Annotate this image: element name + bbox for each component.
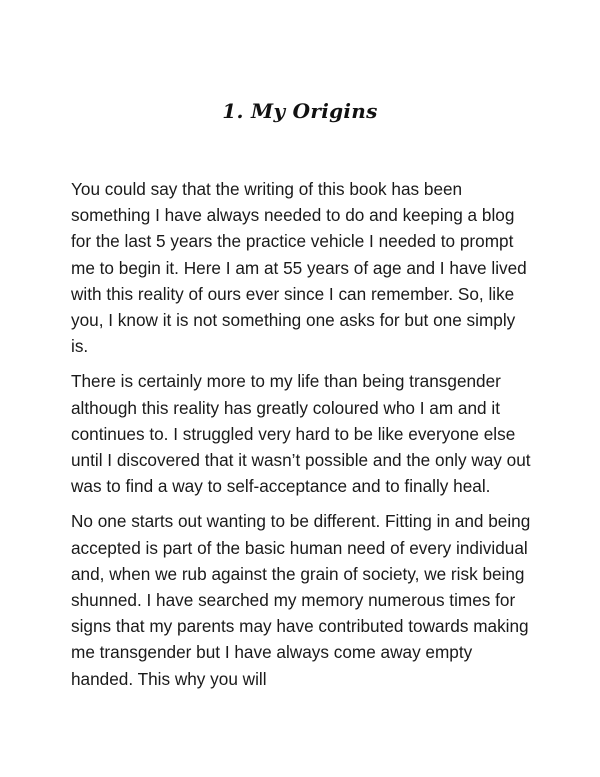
paragraph-1: You could say that the writing of this book has been something I have always needed to do and keeping a blog for the last 5 years the practice vehicle I needed to prompt me to begin it. Here I am at 55 years of age and I have lived with this reality of ours ever since I can remember. So, like you, I know it is not something one asks for but one simply is. (71, 179, 527, 357)
body-text (71, 176, 533, 692)
paragraph-2: There is certainly more to my life than being transgender although this reality has greatly coloured who I am and it continues to. I struggled very hard to be like everyone else until I discovered that it wasn’t possible and the only way out was to find a way to self-acceptance and to finally heal. (71, 371, 531, 497)
chapter-title: 1. My Origins (222, 99, 378, 123)
paragraph-3: No one starts out wanting to be different. Fitting in and being accepted is part of the basic human need of every individual and, when we rub against the grain of society, we risk being shunned. I have searched my memory numerous times for signs that my parents may have contributed towards making me transgender but I have always come away empty handed. This why you will (71, 511, 531, 689)
